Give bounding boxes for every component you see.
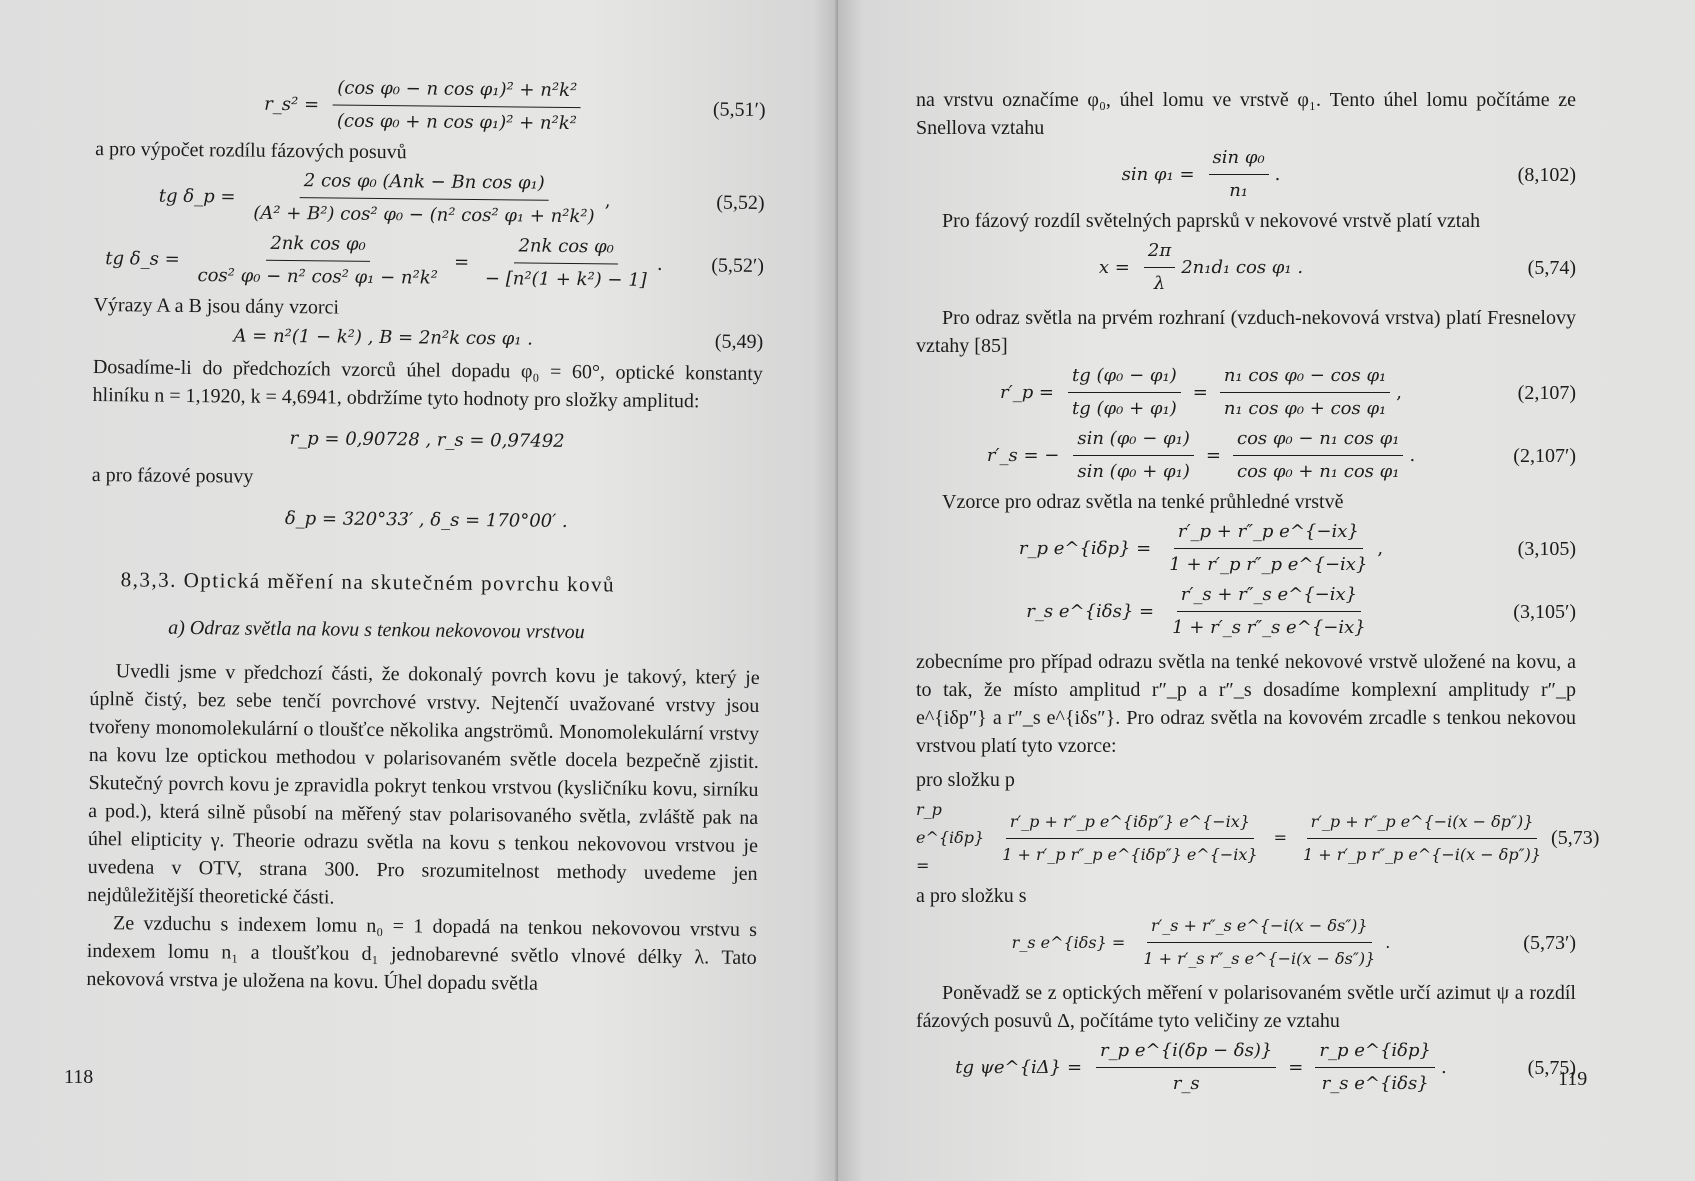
equation-number: (5,49) [714,330,764,354]
equation-5-52: tg δ_p = $\frac{\text{2 cos φ₀ (Ank − Bn cos φ₁)}}{\text{(A² + B²) cos² φ₀ − (n² cos² φ₁ + n²k²)}}$ , (5,52) [94,165,765,233]
equation-number: (5,74) [1527,256,1576,279]
equation-5-51-prime: r_s² = $\frac{\text{(cos φ₀ − n cos φ₁)² + n²k²}}{\text{(cos φ₀ + n cos φ₁)² + n²k²}}$ (5,51′) [175,73,766,140]
paragraph: Vzorce pro odraz světla na tenké průhledné vrstvě [942,491,1344,513]
paragraph: zobecníme pro případ odrazu světla na tenké nekovové vrstvě uložené na kovu, a to tak, že místo amplitud r″_p a r″_s dosadíme komplexní amplitudy r″_p e^{iδp″} a r″_s e^{iδs″}. Pro odraz světla na kovovém zrcadle s tenkou nekovou vrstvou platí tyto vzorce: [916,651,1576,757]
equation-5-49: A = n²(1 − k²) , B = 2n²k cos φ₁ . (5,49) [93,321,763,356]
page-number: 119 [1558,1068,1588,1090]
equation-5-73-prime: r_s e^{iδs} = $\frac{\text{r′\_s + r″\_s e\textasciicircum{}\{−i(x − δs″)\}}}{\text{1 + r′\_s r″\_s e\textasciicircum{}\{−i(x − δs″)\}}}$ . (5,73′) [916,912,1576,973]
paragraph: Ze vzduchu s indexem lomu n₀ = 1 dopadá na tenkou nekovovou vrstvu s indexem lomu n₁ a tloušťkou d₁ jednobarevné světlo vlnové délky λ. Tato nekovová vrstva je uložena na kovu. Úhel dopadu světla [86,912,758,995]
equation-number: (3,105′) [1513,600,1576,623]
equation-5-75: tg ψe^{iΔ} = $\frac{\text{r\_p e\textasciicircum{}\{i(δp − δs)\}}}{r\_s}$ = $\frac{\text{r\_p e\textasciicircum{}\{iδp\}}}{\text{r\_s e\textasciicircum{}\{iδs\}}}$ . (5,75) [916,1037,1576,1098]
equation-5-52-prime: tg δ_s = $\frac{\text{2nk cos φ₀}}{\text{cos² φ₀ − n² cos² φ₁ − n²k²}}$ = $\frac{\text{2nk cos φ₀}}{\text{− [n²(1 + k²) − 1]}}$ . (5,52′) [94,228,765,296]
equation-8-102: sin φ₁ = $\frac{\text{sin φ₀}}{\text{n₁}}$ . (8,102) [916,144,1576,205]
text-line: a pro výpočet rozdílu fázových posuvů [95,137,407,164]
left-page [0,0,838,1181]
left-page-content [86,70,766,1000]
paragraph: Poněvadž se z optických měření v polarisovaném světle určí azimut ψ a rozdíl fázových posuvů Δ, počítáme tyto veličiny ze vztahu [916,982,1576,1032]
equation-number: (2,107) [1517,381,1576,404]
text-line: pro složku p [916,769,1015,791]
equation-3-105-prime: r_s e^{iδs} = $\frac{\text{r′\_s + r″\_s e\textasciicircum{}\{−ix\}}}{\text{1 + r′\_s r″\_s e\textasciicircum{}\{−ix\}}}$ (3,105′) [916,581,1576,642]
equation-number: (3,105) [1517,537,1576,560]
equation-number: (5,51′) [712,97,766,121]
paragraph: Pro odraz světla na prvém rozhraní (vzduch-nekovová vrstva) platí Fresnelovy vztahy [85] [916,307,1576,357]
text-line: a pro složku s [916,885,1027,907]
page-number: 118 [64,1066,94,1088]
paragraph: na vrstvu označíme φ₀, úhel lomu ve vrstvě φ₁. Tento úhel lomu počítáme ze Snellova vztahu [916,89,1576,139]
phase-shift-values: δ_p = 320°33′ , δ_s = 170°00′ . [284,508,568,532]
subsection-heading: a) Odraz světla na kovu s tenkou nekovovou vrstvou [168,616,585,644]
paragraph: Uvedli jsme v předchozí části, že dokonalý povrch kovu je takový, který je úplně čistý, bez sebe tenčí povrchové vrstvy. Nejtenčí uvažované vrstvy jsou tvořeny monomolekulární o tloušťce několika angströmů. Monomolekulární vrstvy na kovu lze optickou methodou v polarisovaném světle docela bezpečně zjistit. Skutečný povrch kovu je zpravidla pokryt tenkou vrstvou (kysličníku kovu, sirníku a pod.), která silně působí na měřený stav polarisovaného světla, zvláště pak na úhel elipticity γ. Theorie odrazu světla na kovu s tenkou nekovovou vrstvou je uvedena v OTV, strana 300. Pro srozumitelnost methody uvedeme jen nejdůležitější theoretické části. [87,660,760,909]
paragraph: Dosadíme-li do předchozích vzorců úhel dopadu φ₀ = 60°, optické konstanty hliníku n = 1,1920, k = 4,6941, obdržíme tyto hodnoty pro složky amplitud: [92,355,763,413]
equation-number: (5,75) [1527,1056,1576,1079]
equation-2-107: r′_p = $\frac{\text{tg (φ₀ − φ₁)}}{\text{tg (φ₀ + φ₁)}}$ = $\frac{\text{n₁ cos φ₀ − cos φ₁}}{\text{n₁ cos φ₀ + cos φ₁}}$ , (2,107) [916,362,1576,423]
equation-number: (8,102) [1517,163,1576,186]
text-line: a pro fázové posuvy [91,463,254,488]
paragraph: Pro fázový rozdíl světelných paprsků v nekovové vrstvě platí vztah [942,210,1481,232]
equation-2-107-prime: r′_s = − $\frac{\text{sin (φ₀ − φ₁)}}{\text{sin (φ₀ + φ₁)}}$ = $\frac{\text{cos φ₀ − n₁ cos φ₁}}{\text{cos φ₀ + n₁ cos φ₁}}$ . (2,107′) [916,425,1576,486]
equation-number: (5,52) [716,191,765,214]
text-line: Výrazy A a B jsou dány vzorci [93,293,340,319]
equation-number: (2,107′) [1513,444,1576,467]
amplitude-values: r_p = 0,90728 , r_s = 0,97492 [289,428,565,452]
right-page [838,0,1695,1181]
equation-3-105: r_p e^{iδp} = $\frac{\text{r′\_p + r″\_p e\textasciicircum{}\{−ix\}}}{\text{1 + r′\_p r″\_p e\textasciicircum{}\{−ix\}}}$ , (3,105) [916,518,1576,579]
equation-number: (5,73′) [1523,931,1576,954]
equation-number: (5,73) [1551,827,1600,849]
equation-5-74: x = $\frac{2\pi}{\lambda}$ 2n₁d₁ cos φ₁ . (5,74) [916,237,1576,298]
section-heading: 8,3,3. Optická měření na skutečném povrchu kovů [120,567,616,597]
equation-number: (5,52′) [711,253,765,277]
right-page-content [916,86,1600,1100]
equation-5-73: r_p e^{iδp} = $\frac{\text{r′\_p + r″\_p e\textasciicircum{}\{iδp″\} e\textasciicircum{}\{−ix\}}}{\text{1 + r′\_p r″\_p e\textasciicircum{}\{iδp″\} e\textasciicircum{}\{−ix\}}}$ = $\frac{\text{r′\_p + r″\_p e\textasciicircum{}\{−i(x − δp″)\}}}{\text{1 + r′\_p r″\_p e\textasciicircum{}\{−i(x − δp″)\}}}$ (5,73) [916,800,1600,875]
